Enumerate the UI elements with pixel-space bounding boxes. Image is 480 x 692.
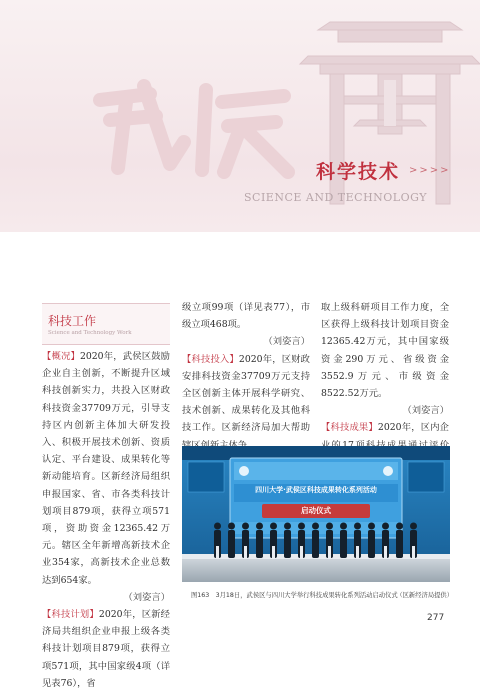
event-photo [182, 446, 450, 582]
science-plan-tag: 【科技计划】 [42, 609, 99, 621]
investment-text: 2020年，区财政安排科技资金37709万元支持全区创新主体开展科学研究、技术创新、成果转化及其他科技工作。区新经济局加大帮助 [182, 353, 310, 434]
photo-caption-text: 图163 3月18日，武侯区与四川大学举行科技成果转化系列活动启动仪式 [191, 592, 398, 599]
calligraphy-watermark [88, 72, 298, 182]
section-subtitle: SCIENCE AND TECHNOLOGY [244, 191, 427, 204]
photo-screen-title: 四川大学·武侯区科技成果转化系列活动 [255, 486, 377, 494]
achievements-tag: 【科技成果】 [321, 422, 378, 434]
author-signature: （刘姿言） [123, 591, 170, 603]
overview-text: 2020年，武侯区鼓励企业自主创新，不断提升区域科技创新实力，共投入区财政科技资金37709万元，引导支持区内创新主体加大研发投入、积极开展技术创新、资质认定、平台建设、成果转化等新动能培育。区新经济局组织申报国家、省、市各类科技计划项目879项，获得立项571项，资助资金12365.42万元。辖区全年新增高新技术企业354家，高新技术企业总数达到654家。 [42, 351, 170, 586]
investment-tag: 【科技投入】 [182, 353, 239, 365]
science-plan-text: 2020年，区新经济局共组织企业申报上级各类科技计划项目879项，获得立项571项，其中国家级4项（详见表76），省 [42, 609, 170, 689]
paragraph-overview [42, 348, 170, 589]
paragraph-investment-continued: 取上级科研项目工作力度，全区获得上级科技计划项目资金12365.42万元，其中国家级资金290万元、省级资金3552.9万元、市级资金8522.52万元。 [321, 302, 449, 400]
subsection-header [42, 303, 170, 345]
column-2 [182, 299, 310, 454]
photo-caption [191, 590, 453, 599]
author-signature: （刘姿言） [263, 336, 310, 348]
subsection-title: 科技工作 [48, 314, 97, 328]
section-arrows: >>>> [409, 165, 451, 176]
paragraph-science-plan [42, 606, 170, 692]
photo-credit: （区新经济局提供） [396, 592, 453, 599]
column-1 [42, 348, 170, 692]
author-signature: （刘姿言） [402, 405, 449, 417]
photo-screen-subtitle: 启动仪式 [301, 506, 331, 515]
paragraph-investment [182, 351, 310, 454]
subsection-subtitle: Science and Technology Work [48, 330, 132, 336]
overview-tag: 【概况】 [42, 351, 80, 362]
section-title: 科学技术 [316, 161, 401, 183]
page-number: 277 [427, 613, 445, 623]
header-banner [0, 0, 480, 232]
achievements-text: 2020年，区内企 [377, 422, 449, 434]
paragraph-plan-continued: 级立项99项（详见表77），市级立项468项。 [182, 302, 310, 331]
